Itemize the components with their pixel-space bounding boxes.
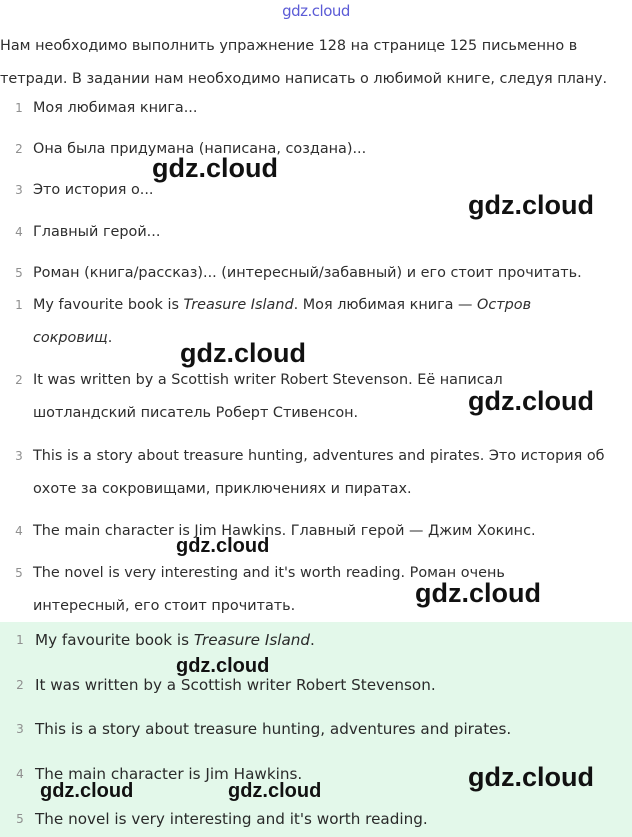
book-title: Treasure Island <box>193 631 311 649</box>
answer-item <box>0 515 628 548</box>
intro-paragraph: Нам необходимо выполнить упражнение 128 на странице 125 письменно в тетради. В задании нам необходимо написать о любимой книге, следуя плану. <box>0 38 608 87</box>
plan-item-text: Она была придумана (написана, создана)... <box>33 141 367 157</box>
plan-item-text: Главный герой... <box>33 224 161 240</box>
answer-item-number: 2 <box>15 373 23 387</box>
final-item <box>0 624 628 657</box>
plan-item-text: Роман (книга/рассказ)... (интересный/забавный) и его стоит прочитать. <box>33 265 582 281</box>
watermark: gdz.cloud <box>415 578 541 608</box>
watermark: gdz.cloud <box>468 190 594 220</box>
final-item-number: 5 <box>16 812 24 826</box>
final-item-number: 2 <box>16 678 24 692</box>
plan-item-number: 3 <box>15 183 23 197</box>
plan-item <box>0 257 628 290</box>
book-title: Treasure Island <box>183 297 294 313</box>
answer-item <box>0 289 628 355</box>
watermark: gdz.cloud <box>180 338 306 368</box>
final-item-text: This is a story about treasure hunting, adventures and pirates. <box>35 720 512 738</box>
watermark: gdz.cloud <box>468 762 594 792</box>
answer-item <box>0 440 628 506</box>
final-item-number: 4 <box>16 767 24 781</box>
answer-item-text: My favourite book is Treasure Island. Моя любимая книга — Остров сокровищ. <box>33 297 532 346</box>
plan-item-number: 5 <box>15 266 23 280</box>
answer-item-number: 4 <box>15 524 23 538</box>
plan-item-number: 4 <box>15 225 23 239</box>
book-title-translation: Остров сокровищ <box>33 297 532 346</box>
final-item <box>0 669 628 702</box>
watermark: gdz.cloud <box>40 780 134 802</box>
answer-item-text: The main character is Jim Hawkins. Главный герой — Джим Хокинс. <box>33 523 536 539</box>
plan-item <box>0 92 628 125</box>
answer-item-number: 1 <box>15 298 23 312</box>
answer-item-text: The novel is very interesting and it's worth reading. Роман очень интересный, его стоит прочитать. <box>33 565 505 614</box>
final-item-text: It was written by a Scottish writer Robert Stevenson. <box>35 676 436 694</box>
final-item-number: 3 <box>16 722 24 736</box>
final-item-text: The novel is very interesting and it's worth reading. <box>35 810 428 828</box>
header-watermark: gdz.cloud <box>282 2 350 20</box>
plan-item-number: 2 <box>15 142 23 156</box>
answer-item-number: 3 <box>15 449 23 463</box>
final-item-text: My favourite book is Treasure Island. <box>35 631 315 649</box>
final-item <box>0 803 628 836</box>
watermark: gdz.cloud <box>228 780 322 802</box>
watermark: gdz.cloud <box>176 535 270 557</box>
answer-item-number: 5 <box>15 566 23 580</box>
plan-item-number: 1 <box>15 101 23 115</box>
plan-item <box>0 133 628 166</box>
final-item <box>0 713 628 746</box>
plan-item-text: Это история о... <box>33 182 154 198</box>
answer-item-text: This is a story about treasure hunting, adventures and pirates. Это история об охоте за сокровищами, приключениях и пиратах. <box>33 448 605 497</box>
watermark: gdz.cloud <box>468 386 594 416</box>
watermark: gdz.cloud <box>176 655 270 677</box>
answer-item-text: It was written by a Scottish writer Robert Stevenson. Её написал шотландский писатель Роберт Стивенсон. <box>33 372 503 421</box>
final-item-number: 1 <box>16 633 24 647</box>
plan-item-text: Моя любимая книга... <box>33 100 198 116</box>
final-item-text: The main character is Jim Hawkins. <box>35 765 303 783</box>
watermark: gdz.cloud <box>152 153 278 183</box>
